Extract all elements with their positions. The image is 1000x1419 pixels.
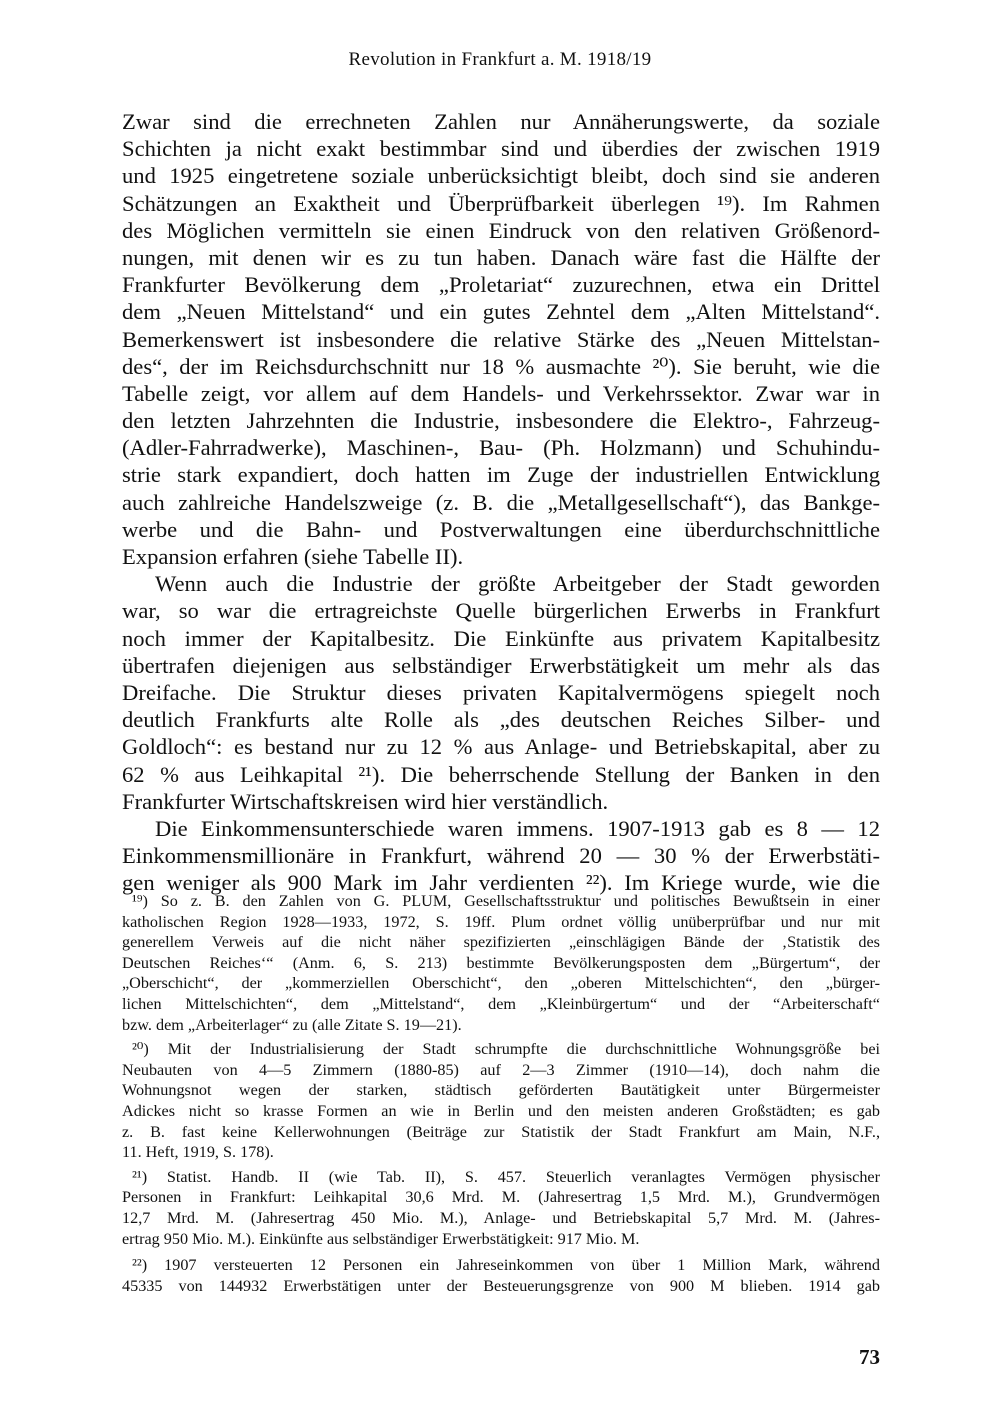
body-line: des“, der im Reichsdurchschnitt nur 18 % ausmachte ²⁰). Sie beruht, wie die (122, 353, 880, 379)
body-text (122, 108, 880, 896)
body-line: und 1925 eingetretene soziale unberücksichtigt bleibt, doch sind sie anderen (122, 163, 880, 189)
footnote-21 (122, 1167, 880, 1249)
body-line: des Möglichen vermitteln sie einen Eindruck von den relativen Größenord- (122, 217, 880, 243)
body-line: Dreifache. Die Struktur dieses privaten Kapitalvermögens spiegelt noch (122, 679, 880, 705)
footnote-line: Deutschen Reiches‘“ (Anm. 6, S. 213) bestimmte Bevölkerungsposten dem „Bürgertum“, der (122, 953, 880, 972)
body-line: Frankfurter Wirtschaftskreisen wird hier verständlich. (122, 788, 609, 814)
body-line: gen weniger als 900 Mark im Jahr verdienten ²²). Im Kriege wurde, wie die (122, 870, 880, 896)
body-line: Bemerkenswert ist insbesondere die relative Stärke des „Neuen Mittelstan- (122, 326, 880, 352)
body-line: Zwar sind die errechneten Zahlen nur Annäherungswerte, da soziale (122, 109, 880, 134)
body-line: 62 % aus Leihkapital ²¹). Die beherrschende Stellung der Banken in den (122, 761, 880, 787)
body-line: deutlich Frankfurts alte Rolle als „des deutschen Reiches Silber- und (122, 707, 880, 733)
body-line: (Adler-Fahrradwerke), Maschinen-, Bau- (Ph. Holzmann) und Schuhindu- (122, 435, 880, 461)
body-line: Frankfurter Bevölkerung dem „Proletariat“ zuzurechnen, etwa ein Drittel (122, 272, 880, 298)
footnote-line: Wohnungsnot wegen der starken, städtisch geförderten Bautätigkeit unter Bürgermeister (122, 1081, 880, 1100)
body-line: den letzten Jahrzehnten die Industrie, insbesondere die Elektro-, Fahrzeug- (122, 408, 880, 434)
footnote-line: Personen in Frankfurt: Leihkapital 30,6 Mrd. M. (Jahresertrag 1,5 Mrd. M.), Grundvermögen (122, 1188, 880, 1207)
footnote-line: z. B. fast keine Kellerwohnungen (Beiträge zur Statistik der Stadt Frankfurt am Main, N.F., (122, 1122, 880, 1141)
footnote-line: „Oberschicht“, der „kommerziellen Oberschicht“, den „oberen Mittelschichten“, den „bürger- (122, 974, 880, 993)
footnote-line: ²⁰) Mit der Industrialisierung der Stadt schrumpfte die durchschnittliche Wohnungsgröße bei (132, 1040, 880, 1059)
footnote-line: generellem Verweis auf die nicht näher spezifizierten „einschlägigen Bände der ‚Statistik des (122, 933, 880, 952)
body-line: Die Einkommensunterschiede waren immens. 1907-1913 gab es 8 — 12 (155, 815, 880, 841)
body-line: Tabelle zeigt, vor allem auf dem Handels- und Verkehrssektor. Zwar war in (122, 380, 880, 406)
footnote-line: 12,7 Mrd. M. (Jahresertrag 450 Mio. M.), Anlage- und Betriebskapital 5,7 Mrd. M. (Jahres- (122, 1208, 880, 1227)
body-line: noch immer der Kapitalbesitz. Die Einkünfte aus privatem Kapitalbesitz (122, 625, 880, 651)
body-line: übertrafen diejenigen aus selbständiger Erwerbstätigkeit um mehr als das (122, 652, 880, 678)
body-line: dem „Neuen Mittelstand“ und ein gutes Zehntel dem „Alten Mittelstand“. (122, 299, 880, 325)
footnote-line: ²¹) Statist. Handb. II (wie Tab. II), S. 457. Steuerlich veranlagtes Vermögen physischer (132, 1167, 880, 1186)
footnote-line: katholischen Region 1928—1933, 1972, S. 19ff. Plum ordnet völlig unüberprüfbar und nur mit (122, 912, 880, 931)
body-line: auch zahlreiche Handelszweige (z. B. die „Metallgesellschaft“), das Bankge- (122, 489, 880, 515)
footnotes (122, 891, 880, 1300)
footnote-line: ²²) 1907 versteuerten 12 Personen ein Jahreseinkommen von über 1 Million Mark, während (132, 1256, 880, 1275)
body-line: strie stark expandiert, doch hatten im Zuge der industriellen Entwicklung (122, 462, 880, 488)
footnote-line: 11. Heft, 1919, S. 178). (122, 1143, 274, 1162)
footnote-19 (122, 891, 880, 1035)
body-line: Schätzungen an Exaktheit und Überprüfbarkeit überlegen ¹⁹). Im Rahmen (122, 190, 880, 216)
body-line: Goldloch“: es bestand nur zu 12 % aus Anlage- und Betriebskapital, aber zu (122, 734, 880, 760)
footnote-line: Neubauten von 4—5 Zimmern (1880-85) auf 2—3 Zimmer (1910—14), doch nahm die (122, 1060, 880, 1079)
body-line: werbe und die Bahn- und Postverwaltungen eine überdurchschnittliche (122, 516, 880, 542)
footnote-line: ertrag 950 Mio. M.). Einkünfte aus selbständiger Erwerbstätigkeit: 917 Mio. M. (122, 1229, 640, 1248)
body-line: Wenn auch die Industrie der größte Arbeitgeber der Stadt geworden (155, 571, 880, 597)
body-line: Expansion erfahren (siehe Tabelle II). (122, 544, 464, 569)
body-line: nungen, mit denen wir es zu tun haben. Danach wäre fast die Hälfte der (122, 244, 880, 270)
page-number: 73 (859, 1345, 880, 1369)
footnote-line: 45335 von 144932 Erwerbstätigen unter der Besteuerungsgrenze von 900 M blieben. 1914 gab (122, 1276, 880, 1295)
body-line: war, so war die ertragreichste Quelle bürgerlichen Erwerbs in Frankfurt (122, 598, 880, 624)
footnote-20 (122, 1039, 880, 1163)
footnote-line: Adickes nicht so krasse Formen an wie in Berlin und den meisten anderen Großstädten; es gab (122, 1101, 880, 1120)
footnote-line: lichen Mittelschichten“, dem „Mittelstand“, dem „Kleinbürgertum“ und der “Arbeiterschaft“ (122, 994, 880, 1013)
footnote-line: bzw. dem „Arbeiterlager“ zu (alle Zitate S. 19—21). (122, 1015, 462, 1034)
body-line: Einkommensmillionäre in Frankfurt, während 20 — 30 % der Erwerbstäti- (122, 843, 880, 869)
body-line: Schichten ja nicht exakt bestimmbar sind und überdies der zwischen 1919 (122, 136, 880, 162)
footnote-line: ¹⁹) So z. B. den Zahlen von G. PLUM, Gesellschaftsstruktur und politisches Bewußtsein in einer (132, 892, 880, 910)
footnote-22 (122, 1255, 880, 1296)
running-head: Revolution in Frankfurt a. M. 1918/19 (348, 49, 652, 70)
